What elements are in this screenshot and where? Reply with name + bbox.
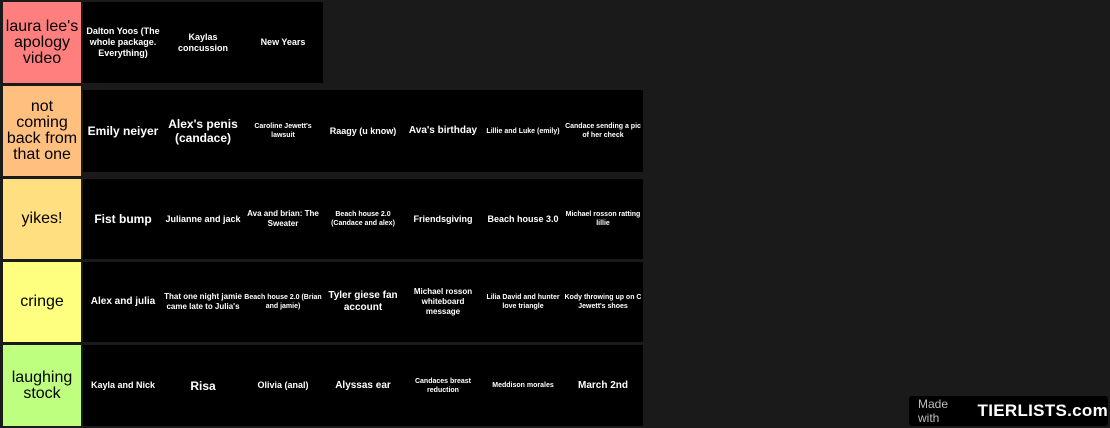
tier-label[interactable]: laura lee's apology video: [3, 2, 81, 83]
tier-item[interactable]: Dalton Yoos (The whole package. Everything): [86, 26, 160, 58]
tier-item[interactable]: Kayla and Nick: [90, 380, 156, 390]
tier-item[interactable]: Risa: [190, 378, 216, 393]
tier-drop-area[interactable]: [643, 86, 1107, 176]
tier-item[interactable]: Friendsgiving: [413, 213, 473, 224]
tier-row: [0, 86, 1110, 176]
tier-items[interactable]: [83, 86, 1107, 176]
tier-item[interactable]: Michael rosson ratting lillie: [565, 211, 641, 227]
tier-items[interactable]: [83, 2, 1107, 83]
tier-tiles: [83, 90, 643, 172]
tier-item[interactable]: Candaces breast reduction: [414, 377, 472, 394]
tier-item[interactable]: Olivia (anal): [257, 380, 309, 390]
tier-item[interactable]: Beach house 3.0: [487, 213, 559, 224]
tier-row: [0, 262, 1110, 342]
tier-tiles: [83, 2, 323, 83]
tier-item[interactable]: Alex's penis (candace): [168, 117, 238, 145]
tier-items[interactable]: [83, 262, 1107, 342]
tier-label[interactable]: yikes!: [3, 179, 81, 259]
tier-label[interactable]: not coming back from that one: [3, 86, 81, 176]
made-with-label: Made with: [918, 397, 949, 425]
tier-item[interactable]: Raagy (u know): [329, 125, 397, 136]
tier-tiles: [83, 179, 643, 259]
tier-item[interactable]: Julianne and jack: [165, 213, 241, 224]
tier-item[interactable]: Kaylas concussion: [177, 31, 228, 53]
tier-row: [0, 179, 1110, 259]
tier-item[interactable]: New Years: [260, 37, 306, 47]
tier-item[interactable]: Ava and brian: The Sweater: [247, 209, 319, 228]
tier-item[interactable]: Michael rosson whiteboard message: [413, 287, 473, 316]
tier-item[interactable]: Beach house 2.0 (Brian and jamie): [244, 294, 322, 310]
tier-items[interactable]: [83, 179, 1107, 259]
tier-drop-area[interactable]: [323, 2, 1107, 83]
tier-item[interactable]: Meddison morales: [492, 382, 554, 389]
tier-label[interactable]: cringe: [3, 262, 81, 342]
tier-item[interactable]: Kody throwing up on C Jewett's shoes: [564, 294, 642, 310]
tierlists-logo: TIERLISTS.com: [977, 401, 1108, 420]
tier-row: [0, 2, 1110, 83]
tier-item[interactable]: Alyssas ear: [335, 379, 391, 391]
tier-item[interactable]: March 2nd: [577, 379, 628, 391]
tier-item[interactable]: Ava's birthday: [408, 125, 478, 136]
tier-item[interactable]: Fist bump: [94, 212, 152, 226]
watermark-badge[interactable]: [909, 396, 1108, 426]
tier-item[interactable]: Lilia David and hunter love triangle: [486, 294, 560, 310]
tier-item[interactable]: That one night jamie came late to Julia's: [164, 292, 242, 311]
tier-tiles: [83, 262, 643, 342]
tier-drop-area[interactable]: [643, 179, 1107, 259]
tier-item[interactable]: Lillie and Luke (emily): [486, 127, 560, 135]
tier-item[interactable]: Tyler giese fan account: [328, 290, 398, 313]
tier-item[interactable]: Caroline Jewett's lawsuit: [254, 123, 312, 139]
tier-item[interactable]: Beach house 2.0 (Candace and alex): [331, 211, 395, 227]
tier-tiles: [83, 345, 643, 426]
tier-label[interactable]: laughing stock: [3, 345, 81, 426]
tier-item[interactable]: Emily neiyer: [87, 124, 159, 138]
tier-drop-area[interactable]: [643, 262, 1107, 342]
tier-item[interactable]: Alex and julia: [90, 296, 156, 307]
tier-item[interactable]: Candace sending a pic of her check: [565, 123, 641, 139]
